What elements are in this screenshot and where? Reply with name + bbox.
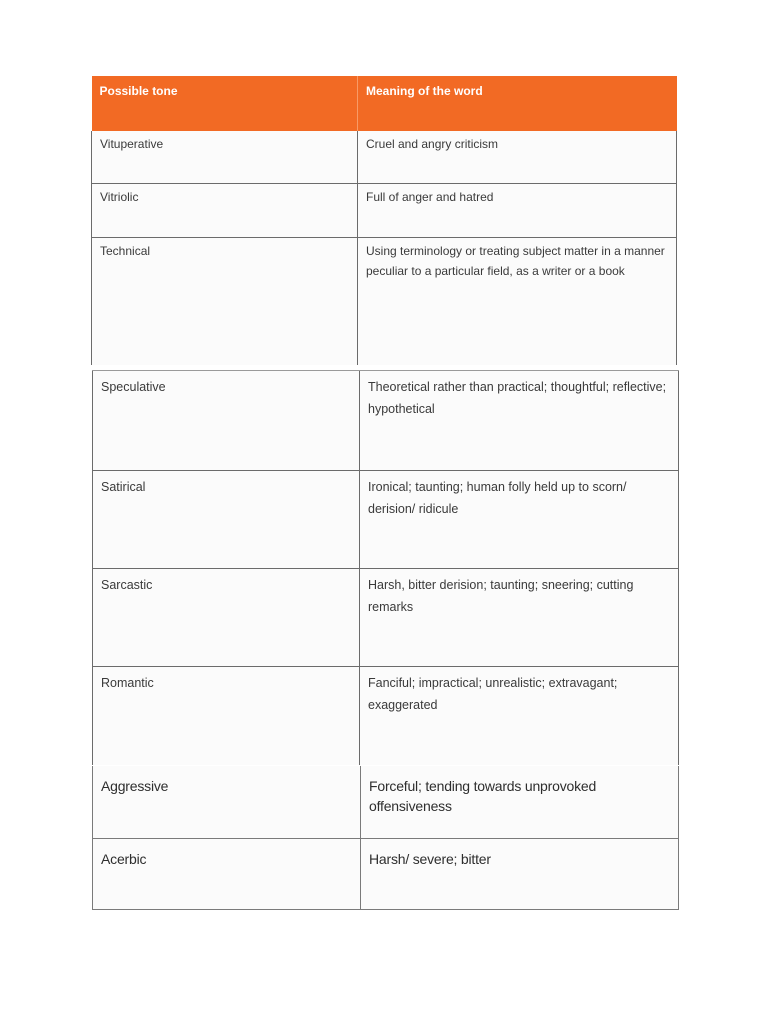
tone-table-continued [92,371,679,765]
meaning-cell: Cruel and angry criticism [358,131,677,183]
table-row [93,470,679,568]
tone-cell: Technical [92,237,358,365]
meaning-cell: Using terminology or treating subject matter in a manner peculiar to a particular field, as a writer or a book [358,237,677,365]
meaning-cell: Theoretical rather than practical; thoughtful; reflective; hypothetical [360,371,679,470]
table-row [93,838,679,909]
tone-cell: Vitriolic [92,183,358,237]
tone-cell: Satirical [93,470,360,568]
header-possible-tone: Possible tone [92,76,358,131]
table-row [93,666,679,765]
table-row [93,568,679,666]
header-meaning: Meaning of the word [358,76,677,131]
table-row [93,371,679,470]
table-row [92,183,677,237]
meaning-cell: Harsh/ severe; bitter [361,838,679,909]
tone-cell: Aggressive [93,766,361,838]
tone-cell: Romantic [93,666,360,765]
table-row [93,766,679,838]
tone-table-part-3 [92,766,679,910]
meaning-cell: Harsh, bitter derision; taunting; sneering; cutting remarks [360,568,679,666]
table-row [92,131,677,183]
tone-table-part-2 [92,370,679,765]
meaning-cell: Fanciful; impractical; unrealistic; extravagant; exaggerated [360,666,679,765]
tone-table [91,76,677,365]
tone-cell: Speculative [93,371,360,470]
table-row [92,237,677,365]
tone-cell: Acerbic [93,838,361,909]
tone-table-part-1 [91,76,677,365]
tone-table-continued [92,766,679,910]
meaning-cell: Ironical; taunting; human folly held up to scorn/ derision/ ridicule [360,470,679,568]
tone-cell: Sarcastic [93,568,360,666]
meaning-cell: Forceful; tending towards unprovoked offensiveness [361,766,679,838]
tone-cell: Vituperative [92,131,358,183]
table-header-row [92,76,677,131]
meaning-cell: Full of anger and hatred [358,183,677,237]
